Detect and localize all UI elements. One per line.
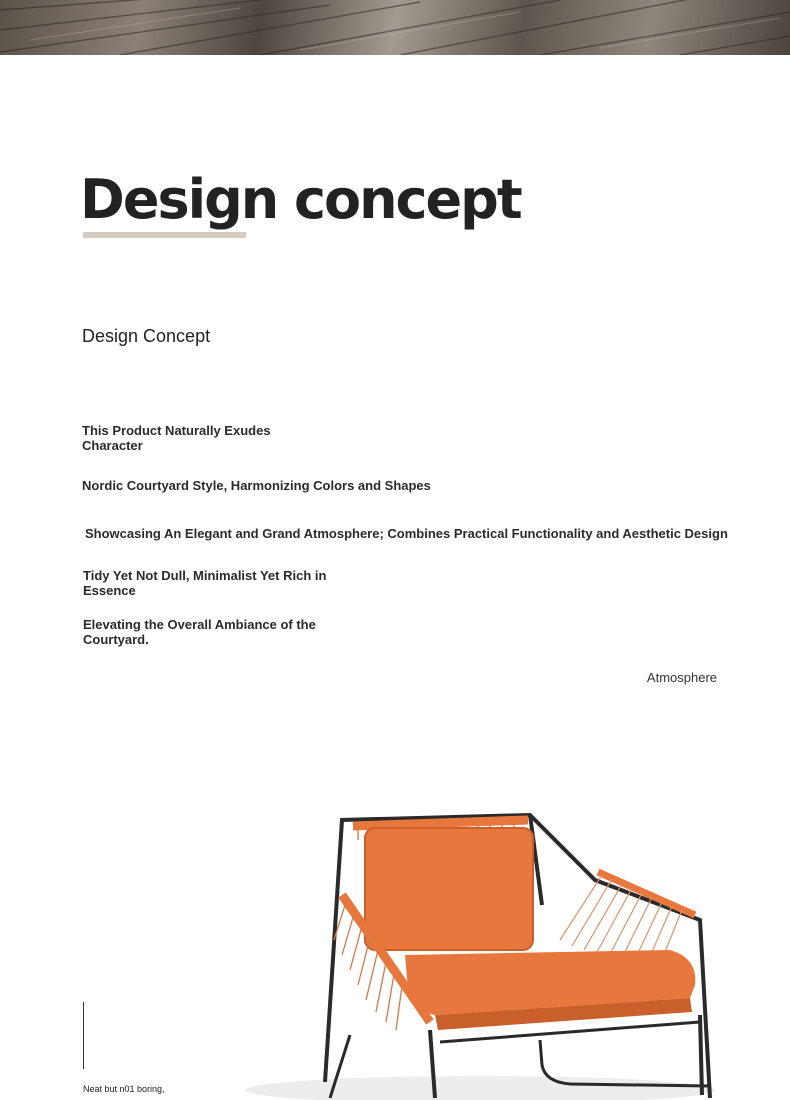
title-underline	[83, 232, 246, 238]
concept-line-5: Elevating the Overall Ambiance of the Courtyard.	[83, 617, 316, 647]
concept-line-3: Showcasing An Elegant and Grand Atmosphere; Combines Practical Functionality and Aesthetic Design	[85, 526, 728, 541]
atmosphere-label: Atmosphere	[646, 670, 717, 685]
concept-line-1: This Product Naturally Exudes Character	[82, 423, 271, 453]
section-subtitle: Design Concept	[82, 326, 211, 346]
concept-line-2: Nordic Courtyard Style, Harmonizing Colors and Shapes	[82, 478, 431, 493]
wood-texture-icon	[0, 0, 790, 55]
caption-text: Neat but n01 boring,	[83, 1084, 165, 1094]
page-title: Design concept	[80, 168, 521, 231]
wood-banner	[0, 0, 790, 55]
concept-line-4: Tidy Yet Not Dull, Minimalist Yet Rich in Essence	[83, 568, 327, 598]
vertical-divider	[83, 1002, 84, 1069]
chair-image	[230, 790, 730, 1100]
